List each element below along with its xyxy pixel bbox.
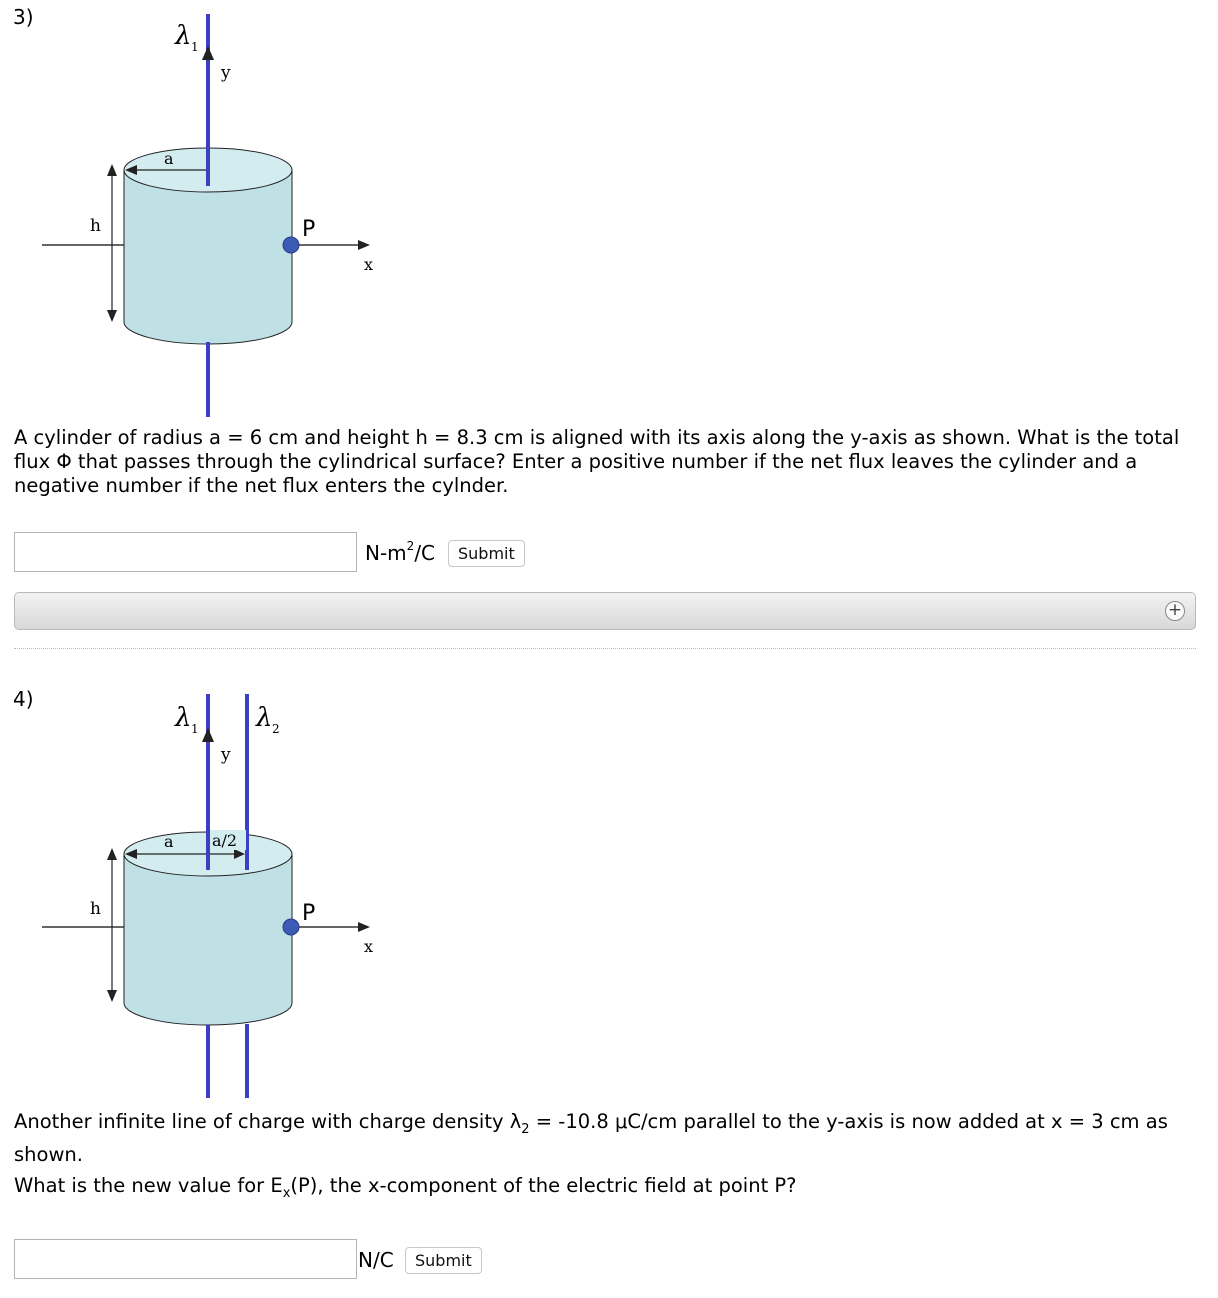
- height-arrow-top: [107, 848, 117, 860]
- half-radius-label: a/2: [212, 831, 238, 850]
- answer-input[interactable]: [14, 1239, 357, 1279]
- divider: [14, 648, 1196, 649]
- point-p: [283, 237, 299, 253]
- question-text: Another infinite line of charge with charge density $\lambda_2 = -10.8$ μC/cm parallel to the y-axis is now added at x = 3 cm as shown.: [14, 1110, 1168, 1166]
- question-number: 4): [13, 687, 34, 711]
- height-arrow-top: [107, 164, 117, 176]
- y-axis-arrow: [202, 46, 214, 60]
- height-label: h: [90, 899, 101, 919]
- radius-label: a: [164, 832, 174, 851]
- point-label: P: [302, 901, 316, 926]
- point-p: [283, 919, 299, 935]
- lambda1-label: λ: [175, 21, 192, 51]
- x-axis-arrow: [358, 922, 370, 932]
- q3-figure: [0, 0, 420, 420]
- question-text: A cylinder of radius a = 6 cm and height h = 8.3 cm is aligned with its axis along the y-axis as shown. What is the total flux Φ that passes through the cylindrical surface? Enter a positive number if the net flux leaves the cylinder and a negative number if the net flux enters the cylnder.: [14, 426, 1180, 497]
- y-axis-arrow: [202, 728, 214, 742]
- lambda2-subscript: 2: [272, 722, 280, 736]
- lambda2-label: λ: [256, 703, 273, 733]
- height-arrow-bottom: [107, 990, 117, 1002]
- y-axis-label: y: [221, 745, 231, 765]
- y-axis-label: y: [221, 63, 231, 83]
- unit-label: N/C: [358, 1248, 394, 1272]
- height-arrow-bottom: [107, 310, 117, 322]
- question-prompt: What is the new value for $E_x(P)$, the x-component of the electric field at point P?: [14, 1174, 797, 1201]
- x-axis-label: x: [364, 255, 374, 274]
- answer-input[interactable]: [14, 532, 357, 572]
- submit-button[interactable]: Submit: [448, 540, 525, 567]
- hint-bar[interactable]: [14, 592, 1196, 630]
- lambda1-label: λ: [175, 703, 192, 733]
- unit-label: $N-m^2/C$: [365, 539, 436, 565]
- cylinder-body: [124, 854, 292, 1025]
- question-number: 3): [13, 5, 34, 29]
- radius-label: a: [164, 149, 174, 168]
- x-axis-label: x: [364, 937, 374, 956]
- cylinder-body: [124, 170, 292, 344]
- plus-icon[interactable]: +: [1165, 601, 1185, 621]
- x-axis-arrow: [358, 240, 370, 250]
- lambda1-subscript: 1: [191, 40, 199, 54]
- submit-button[interactable]: Submit: [405, 1247, 482, 1274]
- q4-figure: [0, 680, 420, 1105]
- height-label: h: [90, 216, 101, 236]
- lambda1-subscript: 1: [191, 722, 199, 736]
- point-label: P: [302, 217, 316, 242]
